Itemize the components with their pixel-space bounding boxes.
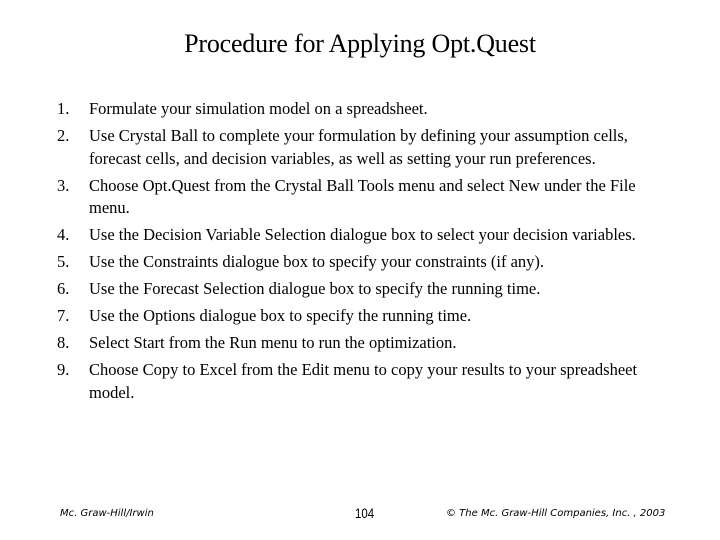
step-text: Choose Opt.Quest from the Crystal Ball Tools menu and select New under the File menu. (89, 175, 636, 217)
step-number: 5. (57, 252, 70, 271)
step-number: 3. (57, 175, 70, 195)
step-text: Use the Forecast Selection dialogue box to specify the running time. (89, 279, 541, 298)
step-text: Use Crystal Ball to complete your formulation by defining your assumption cells, forecast cells, and decision variables, as well as setting your run preferences. (89, 126, 628, 168)
footer-publisher: Mc. Graw-Hill/Irwin (60, 508, 154, 519)
step-number: 2. (57, 126, 70, 145)
step-item (57, 98, 667, 121)
slide-title: Procedure for Applying Opt.Quest (184, 29, 536, 58)
step-item (57, 305, 667, 328)
procedure-steps-list (57, 98, 667, 409)
step-text: Use the Options dialogue box to specify the running time. (89, 306, 472, 325)
step-text: Formulate your simulation model on a spreadsheet. (89, 99, 428, 118)
step-text: Use the Decision Variable Selection dialogue box to select your decision variables. (89, 225, 636, 244)
step-item (57, 359, 667, 404)
footer-copyright: © The Mc. Graw-Hill Companies, Inc. , 2003 (446, 508, 666, 519)
step-item (57, 224, 667, 247)
step-text: Use the Constraints dialogue box to specify your constraints (if any). (89, 252, 545, 271)
step-item (57, 251, 667, 274)
step-item (57, 175, 667, 220)
footer-page-number: 104 (355, 506, 375, 521)
step-text: Select Start from the Run menu to run the optimization. (89, 333, 457, 352)
step-number: 7. (57, 306, 70, 325)
step-number: 1. (57, 99, 70, 118)
step-number: 4. (57, 225, 70, 244)
step-number: 9. (57, 360, 70, 379)
step-number: 8. (57, 333, 70, 352)
step-item (57, 332, 667, 355)
step-number: 6. (57, 279, 70, 298)
step-text: Choose Copy to Excel from the Edit menu to copy your results to your spreadsheet model. (89, 360, 638, 402)
step-item (57, 125, 667, 170)
step-item (57, 278, 667, 301)
